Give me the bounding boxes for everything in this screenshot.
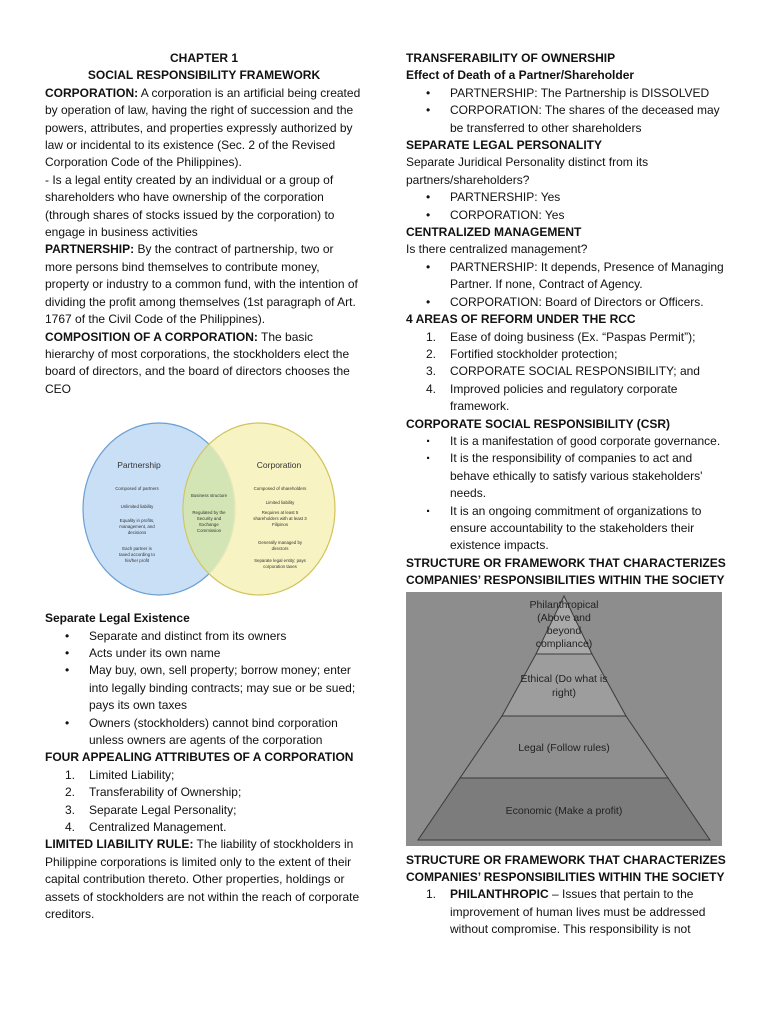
list-item: • Separate and distinct from its owners xyxy=(45,628,363,645)
responsibilities-list xyxy=(406,886,726,938)
reform-list xyxy=(406,329,726,416)
venn-middle-item: Commission xyxy=(196,528,222,534)
venn-middle-item: Business structure xyxy=(190,493,228,499)
venn-middle-item: Security and xyxy=(196,516,222,522)
limited-liability-paragraph xyxy=(45,836,363,923)
csr-heading: CORPORATE SOCIAL RESPONSIBILITY (CSR) xyxy=(406,416,671,431)
list-item: 3. Separate Legal Personality; xyxy=(65,802,237,817)
corporation-paragraph xyxy=(45,85,363,172)
list-item: • Acts under its own name xyxy=(45,645,363,662)
list-item: · It is an ongoing commitment of organizations to ensure accountability to the stakeholders their existence impacts. xyxy=(406,503,726,555)
list-item: • CORPORATION: The shares of the deceased may be transferred to other shareholders xyxy=(406,102,726,137)
death-effect-heading: Effect of Death of a Partner/Shareholder xyxy=(406,68,635,83)
limited-liability-term: LIMITED LIABILITY RULE: xyxy=(45,837,194,852)
composition-term: COMPOSITION OF A CORPORATION: xyxy=(45,329,258,344)
list-item: 4. Centralized Management. xyxy=(65,820,227,834)
venn-middle-item: Regulated by the xyxy=(192,510,226,516)
limited-liability-definition: The liability of stockholders in Philippine corporations is limited only to the extent of their capital contribution thereto. Other properties, holdings or assets of stockholders are not within the reach of corporate creditors. xyxy=(45,837,360,922)
list-item: • CORPORATION: Board of Directors or Officers. xyxy=(406,294,726,311)
composition-definition: The basic hierarchy of most corporations, the stockholders elect the board of directors, and the board of directors chooses the CEO xyxy=(45,329,350,396)
list-item: · It is a manifestation of good corporate governance. xyxy=(406,433,726,450)
venn-left-item: taxed according to xyxy=(119,552,155,558)
separate-existence-list xyxy=(45,628,363,750)
corporation-term: CORPORATION: xyxy=(45,85,139,100)
venn-right-item: corporation taxes xyxy=(263,564,297,570)
list-item: · It is the responsibility of companies to act and behave ethically to satisfy various stakeholders' needs. xyxy=(406,450,726,502)
list-item: 3. CORPORATE SOCIAL RESPONSIBILITY; and xyxy=(426,364,700,379)
venn-middle-item: Exchange xyxy=(199,522,219,528)
venn-diagram xyxy=(81,420,337,600)
separate-existence-heading: Separate Legal Existence xyxy=(45,611,190,626)
centralized-heading: CENTRALIZED MANAGEMENT xyxy=(406,225,582,240)
csr-pyramid-photo xyxy=(406,592,722,846)
reform-heading: 4 AREAS OF REFORM UNDER THE RCC xyxy=(406,312,636,327)
list-item: 2. Transferability of Ownership; xyxy=(65,785,242,800)
pyramid-ethical-label: Ethical (Do what is xyxy=(520,672,608,685)
venn-right-item: Filipinos xyxy=(271,522,289,528)
venn-left-item: Unlimited liability xyxy=(120,504,154,510)
list-item: • Owners (stockholders) cannot bind corporation unless owners are agents of the corporation xyxy=(45,715,363,750)
separate-personality-heading: SEPARATE LEGAL PERSONALITY xyxy=(406,138,603,153)
death-effect-list xyxy=(406,85,726,137)
list-item: • CORPORATION: Yes xyxy=(406,207,726,224)
list-item: • PARTNERSHIP: The Partnership is DISSOLVED xyxy=(406,85,726,102)
structure-heading-2: STRUCTURE OR FRAMEWORK THAT CHARACTERIZES COMPANIES’ RESPONSIBILITIES WITHIN THE SOCIETY xyxy=(406,852,726,884)
chapter-title: SOCIAL RESPONSIBILITY FRAMEWORK xyxy=(87,68,321,83)
corporation-paragraph-2: - Is a legal entity created by an individual or a group of shareholders who have ownership of the corporation (through shares of stocks issued by the corporation) to engage in business activities xyxy=(45,172,335,240)
corporation-definition: A corporation is an artificial being created by operation of law, having the right of succession and the powers, attributes, and properties expressly authorized by law or incidental to its existence (Sec. 2 of the Revised Corporation Code of the Philippines). xyxy=(45,85,361,170)
venn-corporation-title: Corporation xyxy=(256,460,302,471)
four-attributes-heading: FOUR APPEALING ATTRIBUTES OF A CORPORATION xyxy=(45,750,354,765)
venn-right-item: Composed of shareholders xyxy=(253,486,307,492)
chapter-label: CHAPTER 1 xyxy=(169,51,238,65)
list-item: • PARTNERSHIP: It depends, Presence of Managing Partner. If none, Contract of Agency. xyxy=(406,259,726,294)
venn-right-item: Generally managed by xyxy=(257,540,303,546)
pyramid-economic-label: Economic (Make a profit) xyxy=(505,804,623,817)
venn-right-item: Limited liability xyxy=(265,500,295,506)
pyramid-philanthropic-label: Philanthropical xyxy=(529,598,599,611)
list-item: 2. Fortified stockholder protection; xyxy=(426,346,618,361)
separate-personality-question: Separate Juridical Personality distinct from its partners/shareholders? xyxy=(406,155,649,187)
list-item: 4. Improved policies and regulatory corporate framework. xyxy=(426,381,678,414)
partnership-term: PARTNERSHIP: xyxy=(45,242,135,257)
pyramid-ethical-label: right) xyxy=(552,686,576,699)
four-attributes-list xyxy=(45,767,363,837)
list-item: 1. Ease of doing business (Ex. “Paspas Permit”); xyxy=(426,329,696,344)
pyramid-philanthropic-label: beyond xyxy=(546,624,582,637)
venn-right-item: directors xyxy=(271,546,289,552)
pyramid-philanthropic-label: (Above and xyxy=(537,611,591,624)
csr-list xyxy=(406,433,726,555)
partnership-definition: By the contract of partnership, two or more persons bind themselves to contribute money, property or industry to a common fund, with the intention of dividing the profit among themselves (1st paragraph of Art. 1767 of the Civil Code of the Philippines). xyxy=(45,242,358,327)
pyramid-legal-label: Legal (Follow rules) xyxy=(518,741,610,754)
list-item: • PARTNERSHIP: Yes xyxy=(406,189,726,206)
list-item: 1. Limited Liability; xyxy=(65,767,175,782)
venn-left-item: Each partner is xyxy=(122,546,152,552)
venn-right-item: Separate legal entity; pays xyxy=(254,558,306,564)
centralized-list xyxy=(406,259,726,311)
venn-left-item: his/her profit xyxy=(124,558,150,564)
right-column xyxy=(406,50,726,939)
venn-partnership-title: Partnership xyxy=(117,460,161,471)
venn-left-item: decisions xyxy=(127,530,147,536)
list-item: • May buy, own, sell property; borrow money; enter into legally binding contracts; may sue or be sued; pays its own taxes xyxy=(45,662,363,714)
list-item: 1. PHILANTHROPIC – Issues that pertain to the improvement of human lives must be addressed without compromise. This responsibility is not xyxy=(426,887,706,937)
transferability-heading: TRANSFERABILITY OF OWNERSHIP xyxy=(406,51,616,65)
separate-personality-list xyxy=(406,189,726,224)
structure-heading: STRUCTURE OR FRAMEWORK THAT CHARACTERIZES COMPANIES’ RESPONSIBILITIES WITHIN THE SOCIETY xyxy=(406,555,726,588)
venn-right-item: shareholders with at least 3 xyxy=(253,516,307,522)
venn-left-item: Equality in profits, xyxy=(119,518,155,524)
pyramid-philanthropic-label: compliance) xyxy=(535,637,593,650)
partnership-paragraph xyxy=(45,241,363,328)
venn-left-item: Composed of partners xyxy=(115,486,159,492)
venn-left-item: management, and xyxy=(119,524,155,530)
left-column xyxy=(45,50,363,923)
centralized-question: Is there centralized management? xyxy=(406,242,588,257)
venn-right-item: Requires at least 5 xyxy=(261,510,299,516)
composition-paragraph xyxy=(45,329,363,399)
